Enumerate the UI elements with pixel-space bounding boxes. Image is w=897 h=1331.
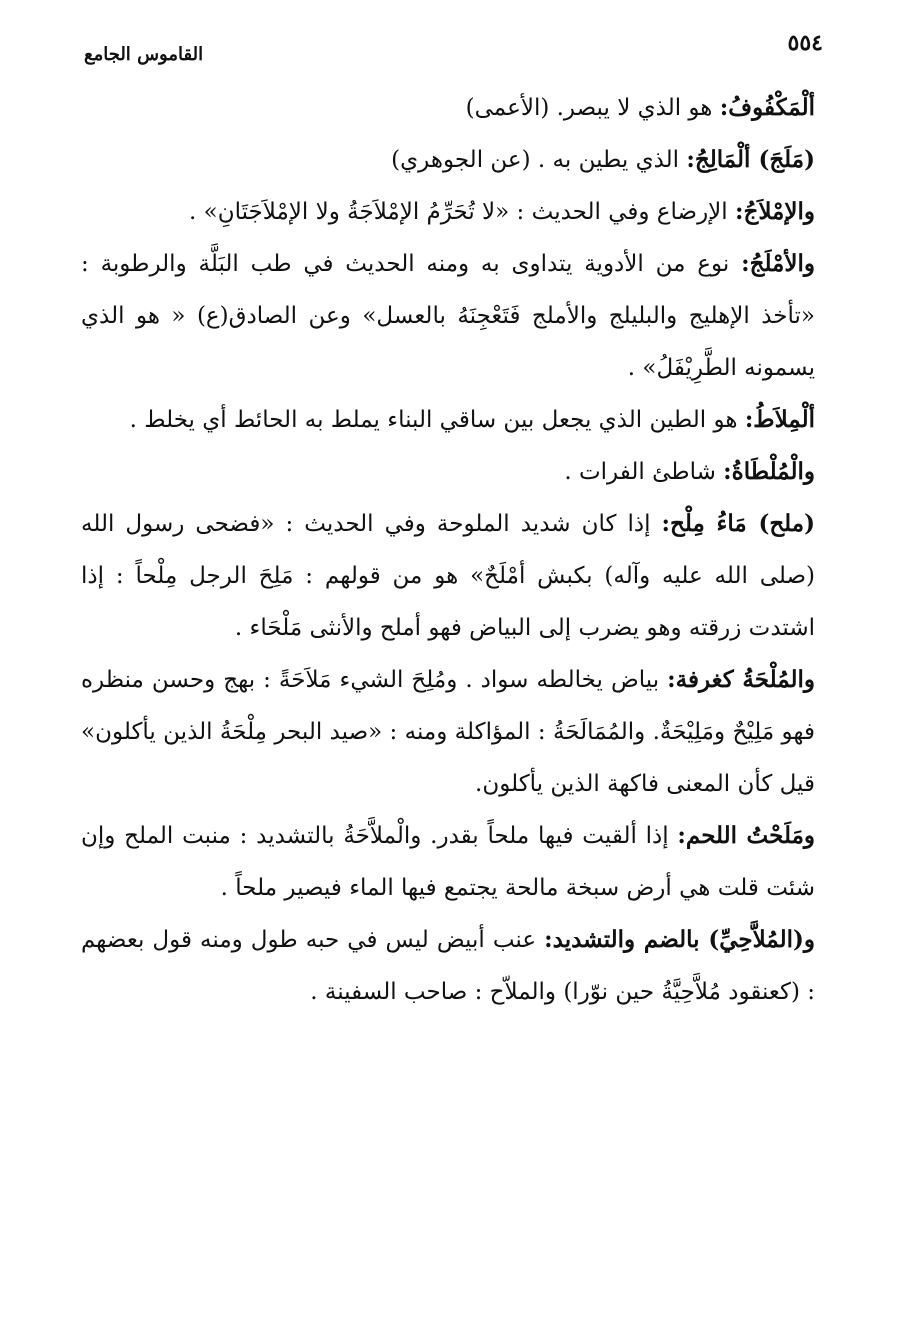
entry-headword: و(المُلاَّحِيِّ) بالضم والتشديد: bbox=[544, 926, 815, 953]
entry-headword: ألْمَكْفُوفُ: bbox=[719, 94, 815, 121]
running-title: القاموس الجامع bbox=[84, 44, 204, 65]
dictionary-entry bbox=[81, 810, 815, 914]
entry-headword: ومَلَحْتُ اللحم: bbox=[677, 822, 815, 849]
dictionary-entry bbox=[81, 654, 815, 810]
dictionary-content bbox=[81, 82, 815, 1018]
entry-definition: الذي يطين به . (عن الجوهري) bbox=[391, 147, 687, 173]
entry-headword: والْمُلْطَاةُ: bbox=[723, 458, 815, 485]
entry-headword: والإمْلاَجُ: bbox=[735, 198, 815, 225]
entry-definition: هو الطين الذي يجعل بين ساقي البناء يملط به الحائط أي يخلط . bbox=[129, 407, 745, 433]
entry-headword: والأمْلَجُ: bbox=[741, 250, 815, 277]
entry-headword: (مَلَجَ) ألْمَالِجُ: bbox=[686, 146, 815, 173]
entry-definition: إذا ألقيت فيها ملحاً بقدر. والْملاَّحَةُ بالتشديد : منبت الملح وإن شئت قلت هي أرض سبخة مالحة يجتمع فيها الماء فيصير ملحاً . bbox=[81, 823, 815, 901]
entry-definition: بياض يخالطه سواد . ومُلِحَ الشيء مَلاَحَةً : بهج وحسن منظره فهو مَلِيْحٌ ومَلِيْحَةٌ. والمُمَالَحَةُ : المؤاكلة ومنه : «صيد البحر مِلْحَةُ الذين يأكلون» قيل كأن المعنى فاكهة الذين يأكلون. bbox=[81, 667, 815, 797]
dictionary-entry bbox=[81, 186, 815, 238]
dictionary-entry bbox=[81, 914, 815, 1018]
entry-definition: شاطئ الفرات . bbox=[564, 459, 724, 485]
entry-headword: والمُلْحَةُ كغرفة: bbox=[667, 666, 816, 693]
dictionary-entry bbox=[81, 394, 815, 446]
dictionary-entry bbox=[81, 238, 815, 394]
page-number: ٥٥٤ bbox=[787, 30, 823, 56]
dictionary-entry bbox=[81, 82, 815, 134]
entry-definition: هو الذي لا يبصر. (الأعمى) bbox=[465, 95, 720, 121]
entry-definition: نوع من الأدوية يتداوى به ومنه الحديث في طب البَلَّة والرطوبة : «تأخذ الإهليج والبليلج والأملج فَتَعْجِنَهُ بالعسل» وعن الصادق(ع) « هو الذي يسمونه الطَّرِيْفَلُ» . bbox=[81, 251, 815, 381]
entry-definition: عنب أبيض ليس في حبه طول ومنه قول بعضهم : (كعنقود مُلاَّحِيَّةُ حين نوّرا) والملاّح : صاحب السفينة . bbox=[81, 927, 815, 1005]
dictionary-entry bbox=[81, 134, 815, 186]
dictionary-entry bbox=[81, 498, 815, 654]
entry-headword: (ملح) مَاءُ مِلْح: bbox=[661, 510, 815, 537]
entry-definition: الإرضاع وفي الحديث : «لا تُحَرِّمُ الإمْلاَجَةُ ولا الإمْلاَجَتَانِ» . bbox=[189, 199, 735, 225]
dictionary-entry bbox=[81, 446, 815, 498]
entry-headword: ألْمِلاَطُ: bbox=[744, 406, 815, 433]
entry-definition: إذا كان شديد الملوحة وفي الحديث : «فضحى رسول الله (صلى الله عليه وآله) بكبش أمْلَحٌ» هو من قولهم : مَلِحَ الرجل مِلْحاً : إذا اشتدت زرقته وهو يضرب إلى البياض فهو أملح والأنثى مَلْحَاء . bbox=[81, 511, 815, 641]
